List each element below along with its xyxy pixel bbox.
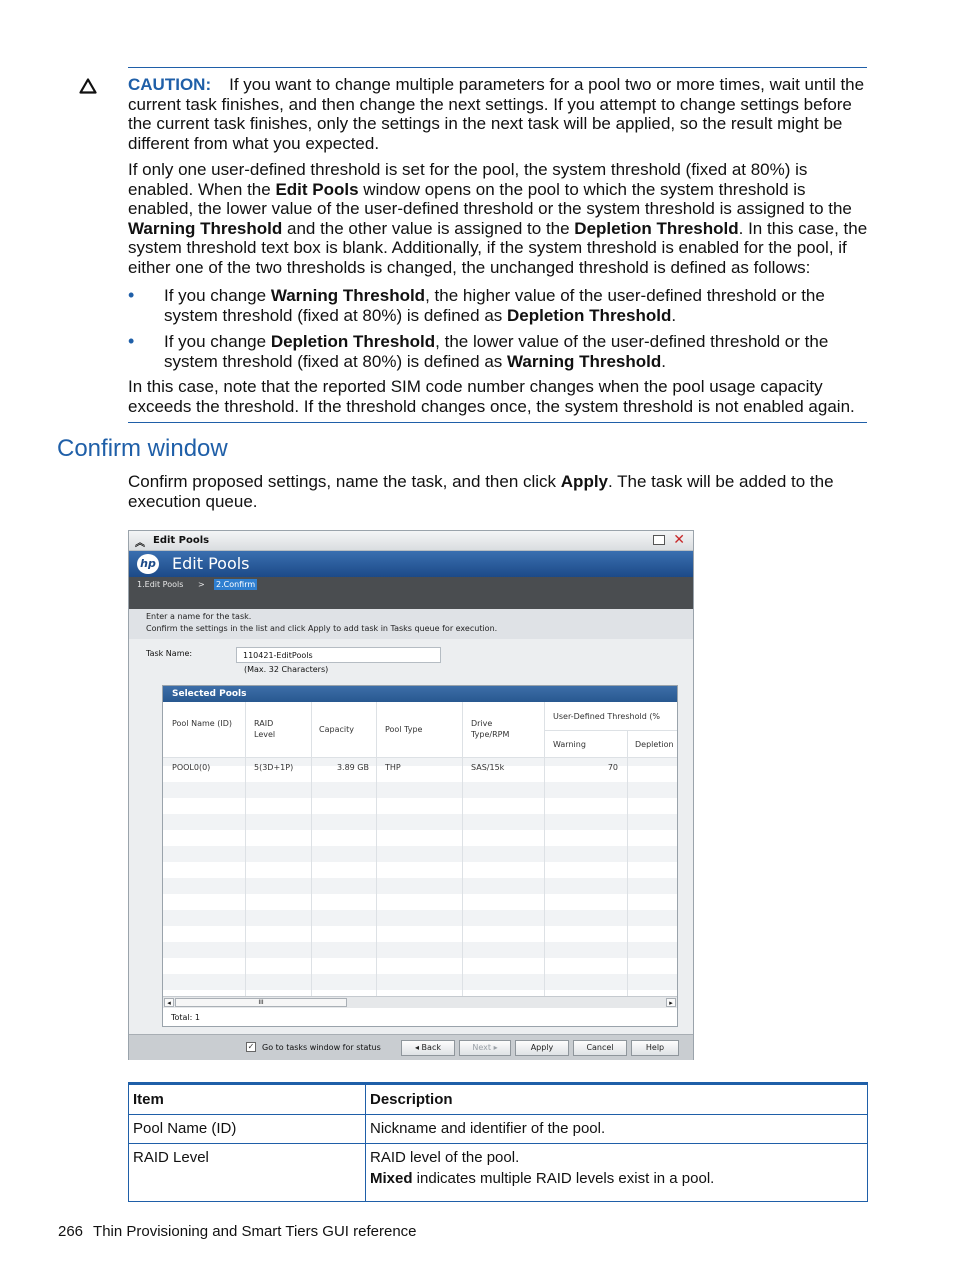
warning-triangle-icon — [79, 78, 97, 94]
horizontal-scrollbar[interactable] — [163, 996, 677, 1008]
column-divider — [245, 702, 246, 996]
scroll-right-icon[interactable]: ▸ — [666, 998, 676, 1007]
caution-text: If you want to change multiple parameters for a pool two or more times, wait until the current task finishes, and then change the next settings. If you attempt to change settings before the current task finishes, only the settings in the next task will be applied, so the result might be different from what you expected. — [128, 75, 865, 153]
bold-run: Depletion Threshold — [507, 305, 672, 325]
description-line: RAID level of the pool. — [370, 1149, 520, 1166]
column-divider — [544, 702, 545, 996]
column-header-drive-type[interactable]: Drive Type/RPM — [471, 719, 510, 739]
text-run: indicates multiple RAID levels exist in a pool. — [412, 1170, 715, 1187]
window-footer — [129, 1034, 693, 1060]
page-number: 266 — [58, 1223, 84, 1240]
column-header-pool-name[interactable]: Pool Name (ID) — [172, 719, 232, 728]
selected-pools-panel — [162, 685, 678, 1027]
banner-title: Edit Pools — [172, 554, 250, 573]
column-header-user-defined-threshold[interactable]: User-Defined Threshold (% — [553, 712, 661, 721]
cell-capacity: 3.89 GB — [336, 763, 369, 772]
column-header-raid-level[interactable]: RAID Level — [254, 719, 276, 739]
column-divider — [462, 702, 463, 996]
window-title: Edit Pools — [153, 535, 210, 546]
cell-warning: 70 — [607, 763, 618, 772]
text-run: , the lower value of the user-defined threshold or the system threshold (fixed at 80%) is defined as — [164, 332, 829, 371]
total-count: Total: 1 — [171, 1013, 201, 1022]
hp-logo: hp — [137, 554, 159, 574]
breadcrumb-confirm[interactable]: 2.Confirm — [216, 580, 256, 589]
scroll-thumb[interactable]: III — [175, 998, 347, 1007]
column-header-warning[interactable]: Warning — [553, 740, 586, 749]
help-button[interactable]: Help — [631, 1040, 679, 1056]
bullet-dot: • — [128, 285, 135, 305]
edit-pools-window — [128, 530, 694, 1060]
instruction-line-1: Enter a name for the task. — [146, 612, 252, 621]
cell-pool-type: THP — [385, 763, 401, 772]
back-button[interactable]: ◂ Back — [401, 1040, 455, 1056]
row-description — [366, 1144, 868, 1202]
bullet-text — [164, 332, 868, 371]
description-line — [370, 1170, 863, 1187]
text-run: If you change — [164, 286, 271, 305]
threshold-paragraph — [128, 160, 868, 277]
column-divider — [311, 702, 312, 996]
table-row — [129, 1144, 868, 1202]
table-row — [129, 1115, 868, 1144]
bold-depletion-threshold: Depletion Threshold — [574, 218, 739, 238]
page-footer — [58, 1223, 417, 1240]
bullet-dot: • — [128, 331, 135, 351]
row-item: RAID Level — [129, 1144, 366, 1202]
caution-label: CAUTION: — [128, 75, 212, 94]
section-intro — [128, 472, 868, 511]
cell-raid-level: 5(3D+1P) — [254, 763, 294, 772]
bold-run: Warning Threshold — [507, 351, 662, 371]
text-run: window opens on the pool to which the system threshold is enabled, the lower value of the user-defined threshold or the system threshold is assigned to the — [128, 179, 852, 218]
text-run: If only one user-defined threshold is set for the pool, the system threshold (fixed at 80%) is enabled. When the — [128, 160, 808, 199]
cancel-button[interactable]: Cancel — [573, 1040, 627, 1056]
pools-grid — [163, 702, 677, 996]
row-description: Nickname and identifier of the pool. — [366, 1115, 868, 1144]
column-divider — [376, 702, 377, 996]
task-name-label: Task Name: — [146, 649, 193, 658]
bullet-text — [164, 286, 868, 325]
header-description: Description — [366, 1084, 868, 1115]
text-run: . — [661, 351, 666, 371]
caution-top-rule — [128, 67, 867, 68]
header-divider — [544, 730, 677, 731]
column-divider — [627, 730, 628, 996]
bold-run: Warning Threshold — [270, 286, 426, 305]
text-run: . In this case, the system threshold text box is blank. Additionally, if the system threshold is enabled for the pool, if either one of the two thresholds is changed, the unchanged threshold is defined as follows: — [128, 218, 868, 277]
next-button[interactable]: Next ▸ — [459, 1040, 511, 1056]
bold-run: Depletion Threshold — [270, 332, 436, 351]
text-run: If you change — [164, 332, 271, 351]
table-header-row — [129, 1084, 868, 1115]
bold-apply: Apply — [560, 472, 609, 491]
breadcrumb-edit-pools[interactable]: 1.Edit Pools — [137, 580, 184, 589]
text-run: Confirm proposed settings, name the task, and then click — [128, 472, 561, 491]
column-header-depletion[interactable]: Depletion — [635, 740, 674, 749]
cell-pool-name[interactable]: POOL0(0) — [172, 763, 211, 772]
scroll-left-icon[interactable]: ◂ — [164, 998, 174, 1007]
cell-drive-type: SAS/15k — [471, 763, 505, 772]
goto-tasks-checkbox[interactable]: ✓ — [247, 1042, 255, 1051]
breadcrumb — [129, 577, 693, 609]
column-header-capacity[interactable]: Capacity — [319, 725, 354, 734]
task-name-input[interactable]: 110421-EditPools — [236, 647, 441, 663]
bold-warning-threshold: Warning Threshold — [128, 218, 283, 238]
breadcrumb-separator: > — [198, 580, 205, 589]
caution-bottom-rule — [128, 422, 867, 423]
task-name-hint: (Max. 32 Characters) — [244, 665, 329, 674]
column-header-pool-type[interactable]: Pool Type — [385, 725, 423, 734]
instruction-line-2: Confirm the settings in the list and click Apply to add task in Tasks queue for execution. — [146, 624, 498, 633]
text-run: and the other value is assigned to the — [282, 218, 575, 238]
header-divider — [163, 757, 677, 758]
collapse-chevron-icon[interactable]: ︽ — [135, 538, 145, 549]
caution-paragraph — [128, 75, 868, 153]
footer-text: Thin Provisioning and Smart Tiers GUI reference — [93, 1223, 417, 1240]
row-item: Pool Name (ID) — [129, 1115, 366, 1144]
bold-edit-pools: Edit Pools — [275, 179, 359, 199]
text-run: , the higher value of the user-defined threshold or the system threshold (fixed at 80%) is defined as — [164, 286, 825, 325]
panel-title: Selected Pools — [163, 686, 677, 702]
description-table — [128, 1083, 868, 1202]
close-icon[interactable]: ✕ — [673, 532, 685, 548]
section-title: Confirm window — [57, 435, 228, 462]
apply-button[interactable]: Apply — [515, 1040, 569, 1056]
window-banner — [129, 551, 693, 577]
maximize-icon[interactable] — [653, 535, 665, 545]
text-run: . — [671, 305, 677, 325]
window-titlebar — [129, 531, 693, 551]
bold-mixed: Mixed — [370, 1170, 413, 1187]
sim-code-paragraph: In this case, note that the reported SIM code number changes when the pool usage capacity exceeds the threshold. If the threshold changes once, the system threshold is not enabled again. — [128, 377, 855, 416]
text-run: . The task will be added to the execution queue. — [128, 472, 834, 511]
instructions — [129, 609, 693, 639]
goto-tasks-label: Go to tasks window for status — [262, 1043, 381, 1052]
header-item: Item — [129, 1084, 366, 1115]
